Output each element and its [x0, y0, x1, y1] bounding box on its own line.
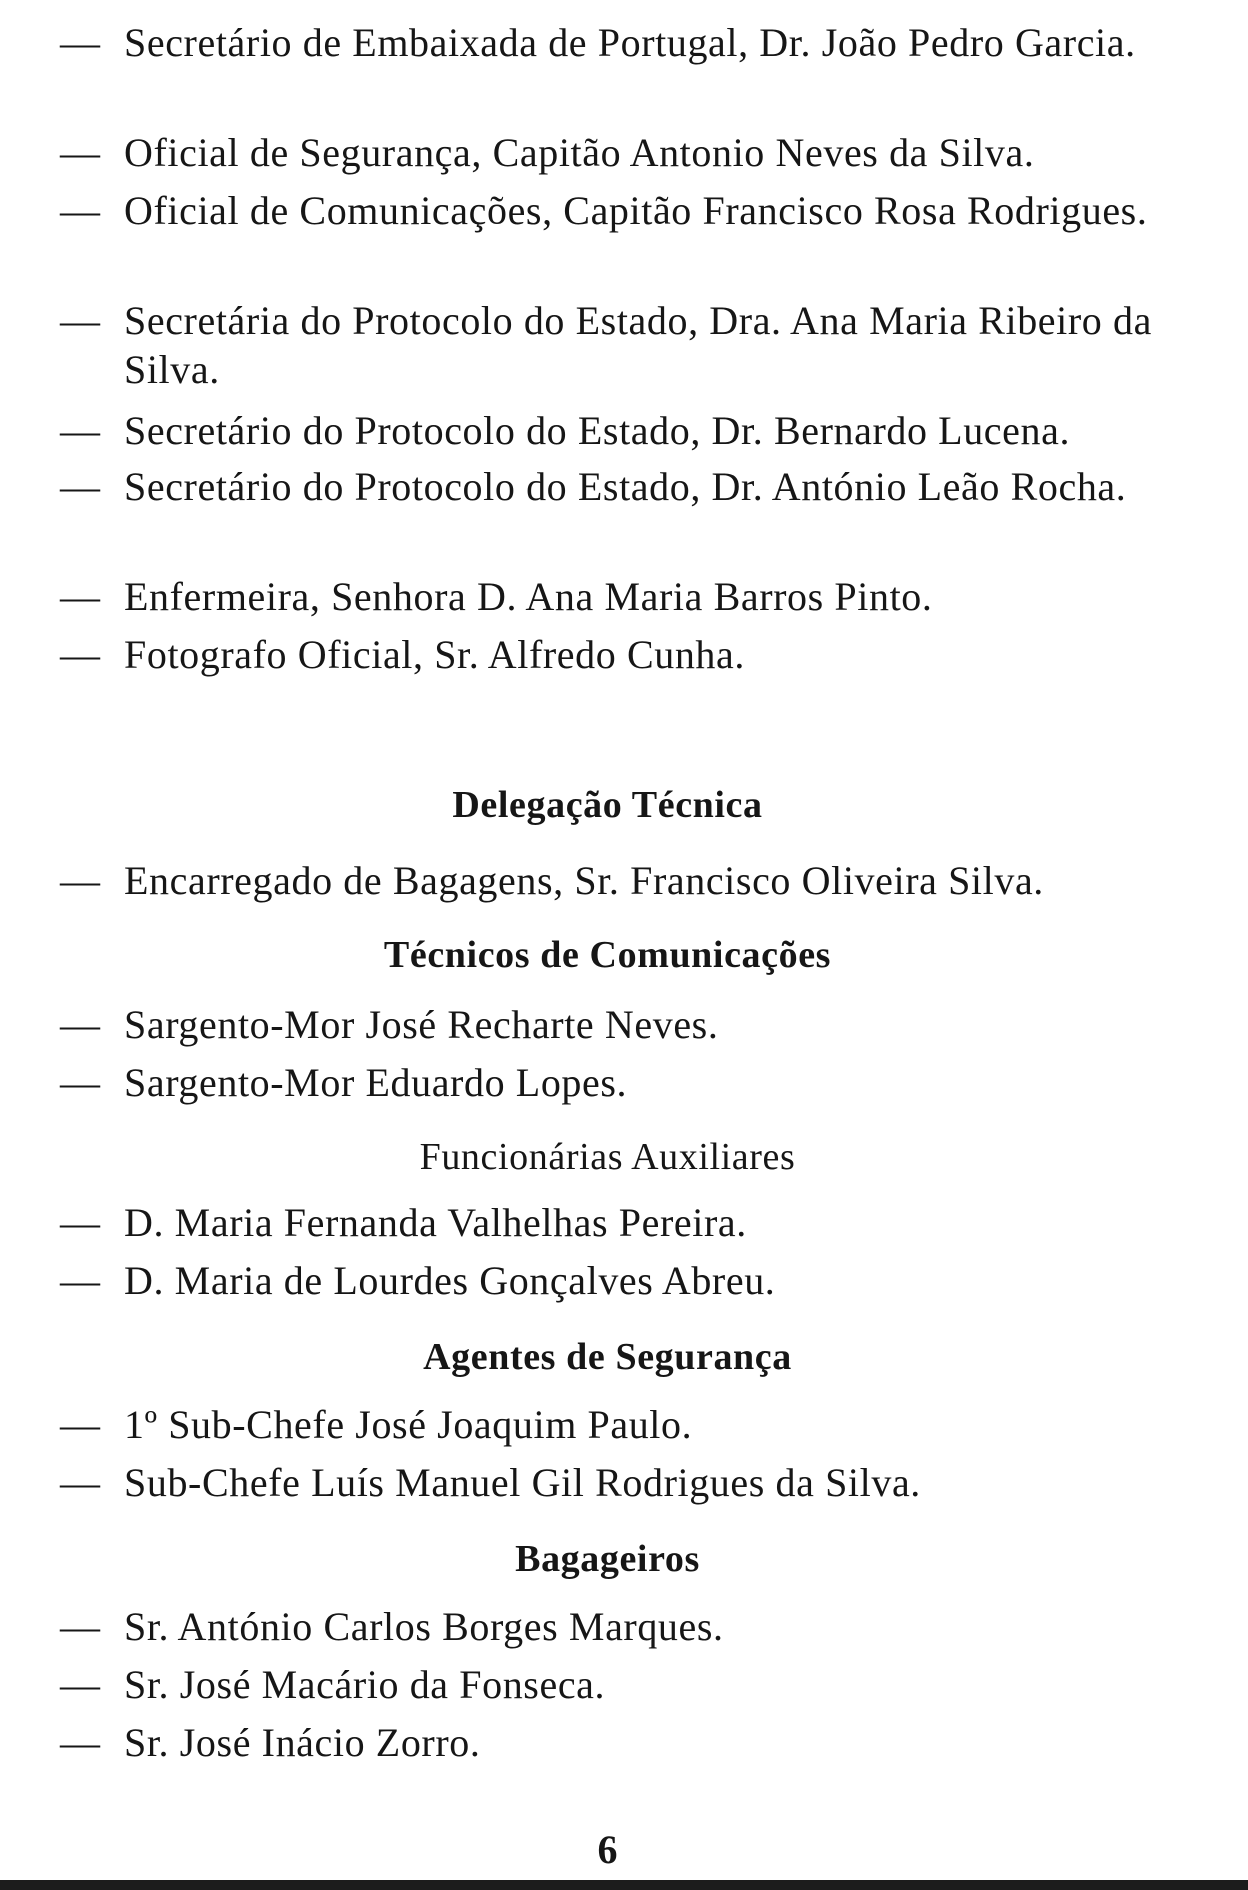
list-item: [60, 630, 1224, 679]
section-heading: Bagageiros: [515, 1538, 700, 1580]
bottom-scan-edge: [0, 1880, 1248, 1890]
list-item: [60, 186, 1224, 235]
dash: —: [60, 1060, 101, 1105]
list-item-text: Sargento-Mor Eduardo Lopes.: [124, 1060, 628, 1105]
section-heading: Técnicos de Comunicações: [383, 934, 832, 976]
list-item-text: Secretário do Protocolo do Estado, Dr. Bernardo Lucena.: [124, 408, 1071, 453]
list-item: [60, 1400, 1224, 1449]
list-item: [60, 462, 1224, 511]
section-heading: Delegação Técnica: [452, 784, 763, 826]
dash: —: [60, 130, 101, 175]
dash: —: [60, 632, 101, 677]
dash: —: [60, 1002, 101, 1047]
dash: —: [60, 574, 101, 619]
list-item: [60, 572, 1224, 621]
list-item-text: Sargento-Mor José Recharte Neves.: [124, 1002, 719, 1047]
dash: —: [60, 464, 101, 509]
list-item-text: D. Maria de Lourdes Gonçalves Abreu.: [124, 1258, 776, 1303]
list-item-text: Secretário de Embaixada de Portugal, Dr. João Pedro Garcia.: [124, 20, 1136, 65]
dash: —: [60, 20, 101, 65]
list-item-text: Enfermeira, Senhora D. Ana Maria Barros Pinto.: [124, 574, 933, 619]
list-item-text: Sr. António Carlos Borges Marques.: [124, 1604, 724, 1649]
list-item: [60, 1458, 1224, 1507]
list-item: [60, 1660, 1224, 1709]
list-item-text: Secretário do Protocolo do Estado, Dr. António Leão Rocha.: [124, 464, 1127, 509]
list-item: [60, 128, 1224, 177]
dash: —: [60, 1258, 101, 1303]
section-heading: Agentes de Segurança: [423, 1336, 792, 1378]
dash: —: [60, 1460, 101, 1505]
list-item-text: Secretária do Protocolo do Estado, Dra. Ana Maria Ribeiro da Silva.: [124, 298, 1152, 392]
list-item-text: D. Maria Fernanda Valhelhas Pereira.: [124, 1200, 747, 1245]
dash: —: [60, 298, 101, 343]
list-item-text: Sr. José Macário da Fonseca.: [124, 1662, 606, 1707]
list-item: [60, 18, 1224, 67]
list-item-text: Oficial de Segurança, Capitão Antonio Neves da Silva.: [124, 130, 1035, 175]
dash: —: [60, 1200, 101, 1245]
list-item: [60, 1256, 1224, 1305]
dash: —: [60, 1662, 101, 1707]
list-item-text: Encarregado de Bagagens, Sr. Francisco Oliveira Silva.: [124, 858, 1044, 903]
list-item: [60, 856, 1224, 905]
list-item-text: Fotografo Oficial, Sr. Alfredo Cunha.: [124, 632, 745, 677]
dash: —: [60, 858, 101, 903]
list-item: [60, 1602, 1224, 1651]
list-item-text: Sr. José Inácio Zorro.: [124, 1720, 481, 1765]
list-item: [60, 1000, 1224, 1049]
list-item: [60, 406, 1224, 455]
list-item: [60, 1058, 1224, 1107]
list-item-text: 1º Sub-Chefe José Joaquim Paulo.: [124, 1402, 693, 1447]
dash: —: [60, 188, 101, 233]
dash: —: [60, 1604, 101, 1649]
list-item-text: Sub-Chefe Luís Manuel Gil Rodrigues da Silva.: [124, 1460, 921, 1505]
page-number: 6: [597, 1827, 618, 1872]
dash: —: [60, 1402, 101, 1447]
list-item: [60, 296, 1224, 394]
section-heading: Funcionárias Auxiliares: [419, 1136, 796, 1178]
dash: —: [60, 408, 101, 453]
list-item-text: Oficial de Comunicações, Capitão Francisco Rosa Rodrigues.: [124, 188, 1148, 233]
list-item: [60, 1718, 1224, 1767]
list-item: [60, 1198, 1224, 1247]
dash: —: [60, 1720, 101, 1765]
